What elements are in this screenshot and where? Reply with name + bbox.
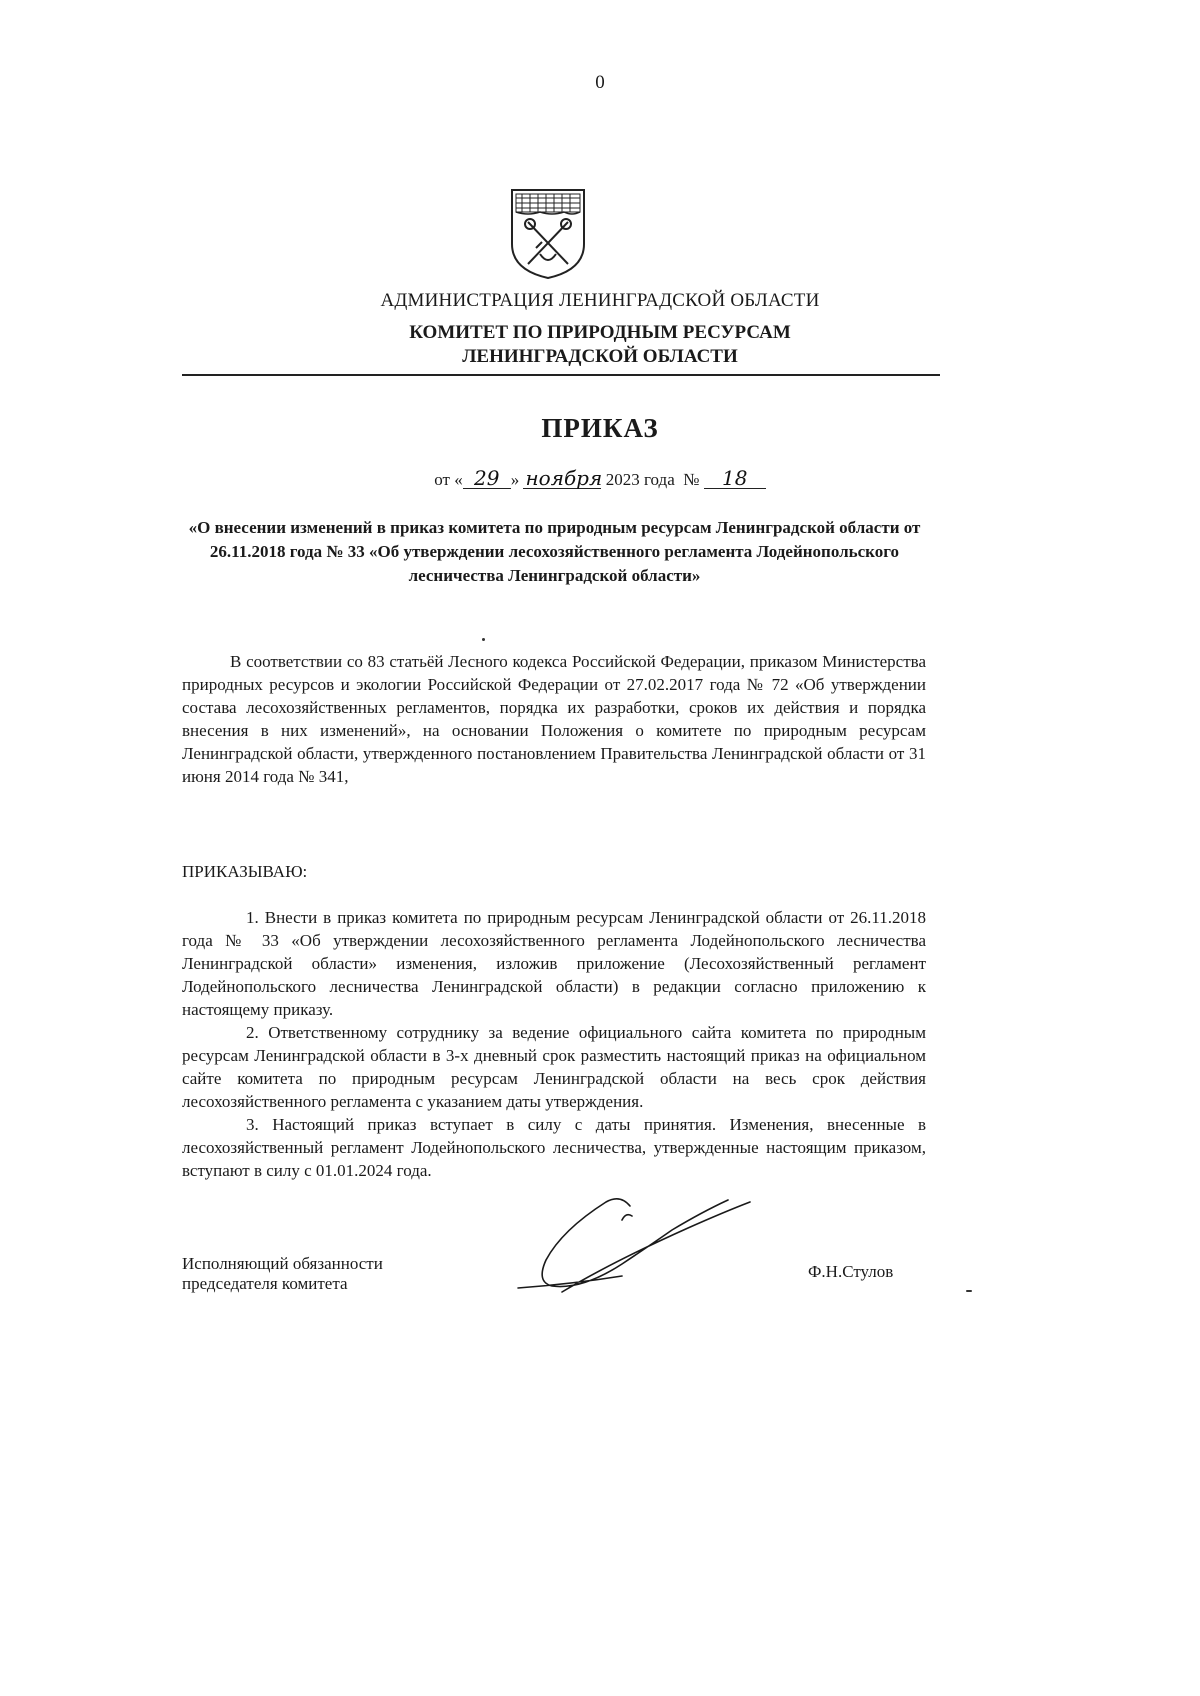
header-divider (182, 374, 940, 376)
date-line (0, 468, 1200, 490)
date-month: ноября (525, 466, 603, 490)
organization-name: АДМИНИСТРАЦИЯ ЛЕНИНГРАДСКОЙ ОБЛАСТИ (380, 290, 820, 311)
scan-speck (482, 638, 485, 641)
date-quote-close: » (510, 470, 520, 489)
order-number: 18 (704, 468, 766, 489)
handwritten-signature (502, 1190, 772, 1310)
signatory-position (182, 1254, 383, 1294)
committee-line-1: КОМИТЕТ ПО ПРИРОДНЫМ РЕСУРСАМ (409, 322, 791, 343)
coat-of-arms-icon (508, 186, 588, 280)
signatory-position-line-2: председателя комитета (182, 1274, 348, 1293)
scan-speck-2 (966, 1290, 972, 1292)
date-prefix: от « (434, 470, 463, 489)
date-year: 2023 года (605, 470, 675, 489)
order-number-prefix: № (683, 470, 700, 489)
document-title: ПРИКАЗ (541, 413, 659, 443)
signatory-position-line-1: Исполняющий обязанности (182, 1254, 383, 1273)
order-item-2: 2. Ответственному сотруднику за ведение официального сайта комитета по природным ресурсам Ленинградской области в 3-х дневный срок разместить настоящий приказ на официальном сайте комитета по природным ресурсам Ленинградской области на весь срок действия лесохозяйственного регламента с указанием даты утверждения. (182, 1023, 926, 1111)
page-number: 0 (595, 72, 605, 93)
order-items (182, 906, 926, 1182)
order-subject: «О внесении изменений в приказ комитета по природным ресурсам Ленинградской области от 26.11.2018 года № 33 «Об утверждении лесохозяйственного регламента Лодейнопольского лесничества Ленинградской области» (188, 518, 921, 585)
order-item-1: 1. Внести в приказ комитета по природным ресурсам Ленинградской области от 26.11.2018 года № 33 «Об утверждении лесохозяйственного регламента Лодейнопольского лесничества Ленинградской области» изменения, изложив приложение (Лесохозяйственный регламент Лодейнопольского лесничества Ленинградской области) в редакции согласно приложению к настоящему приказу. (182, 908, 926, 1019)
signatory-name: Ф.Н.Стулов (808, 1262, 894, 1281)
preamble-paragraph: В соответствии со 83 статьёй Лесного кодекса Российской Федерации, приказом Министерства природных ресурсов и экологии Российской Федерации от 27.02.2017 года № 72 «Об утверждении состава лесохозяйственных регламентов, порядка их разработки, сроков их действия и порядка внесения в них изменений», на основании Положения о комитете по природным ресурсам Ленинградской области, утвержденного постановлением Правительства Ленинградской области от 31 июня 2014 года № 341, (182, 652, 926, 786)
committee-line-2: ЛЕНИНГРАДСКОЙ ОБЛАСТИ (462, 346, 738, 367)
order-verb: ПРИКАЗЫВАЮ: (182, 862, 308, 881)
date-day: 29 (463, 468, 511, 489)
committee-name (0, 321, 1200, 369)
order-item-3: 3. Настоящий приказ вступает в силу с даты принятия. Изменения, внесенные в лесохозяйственный регламент Лодейнопольского лесничества, утвержденные настоящим приказом, вступают в силу с 01.01.2024 года. (182, 1115, 926, 1180)
